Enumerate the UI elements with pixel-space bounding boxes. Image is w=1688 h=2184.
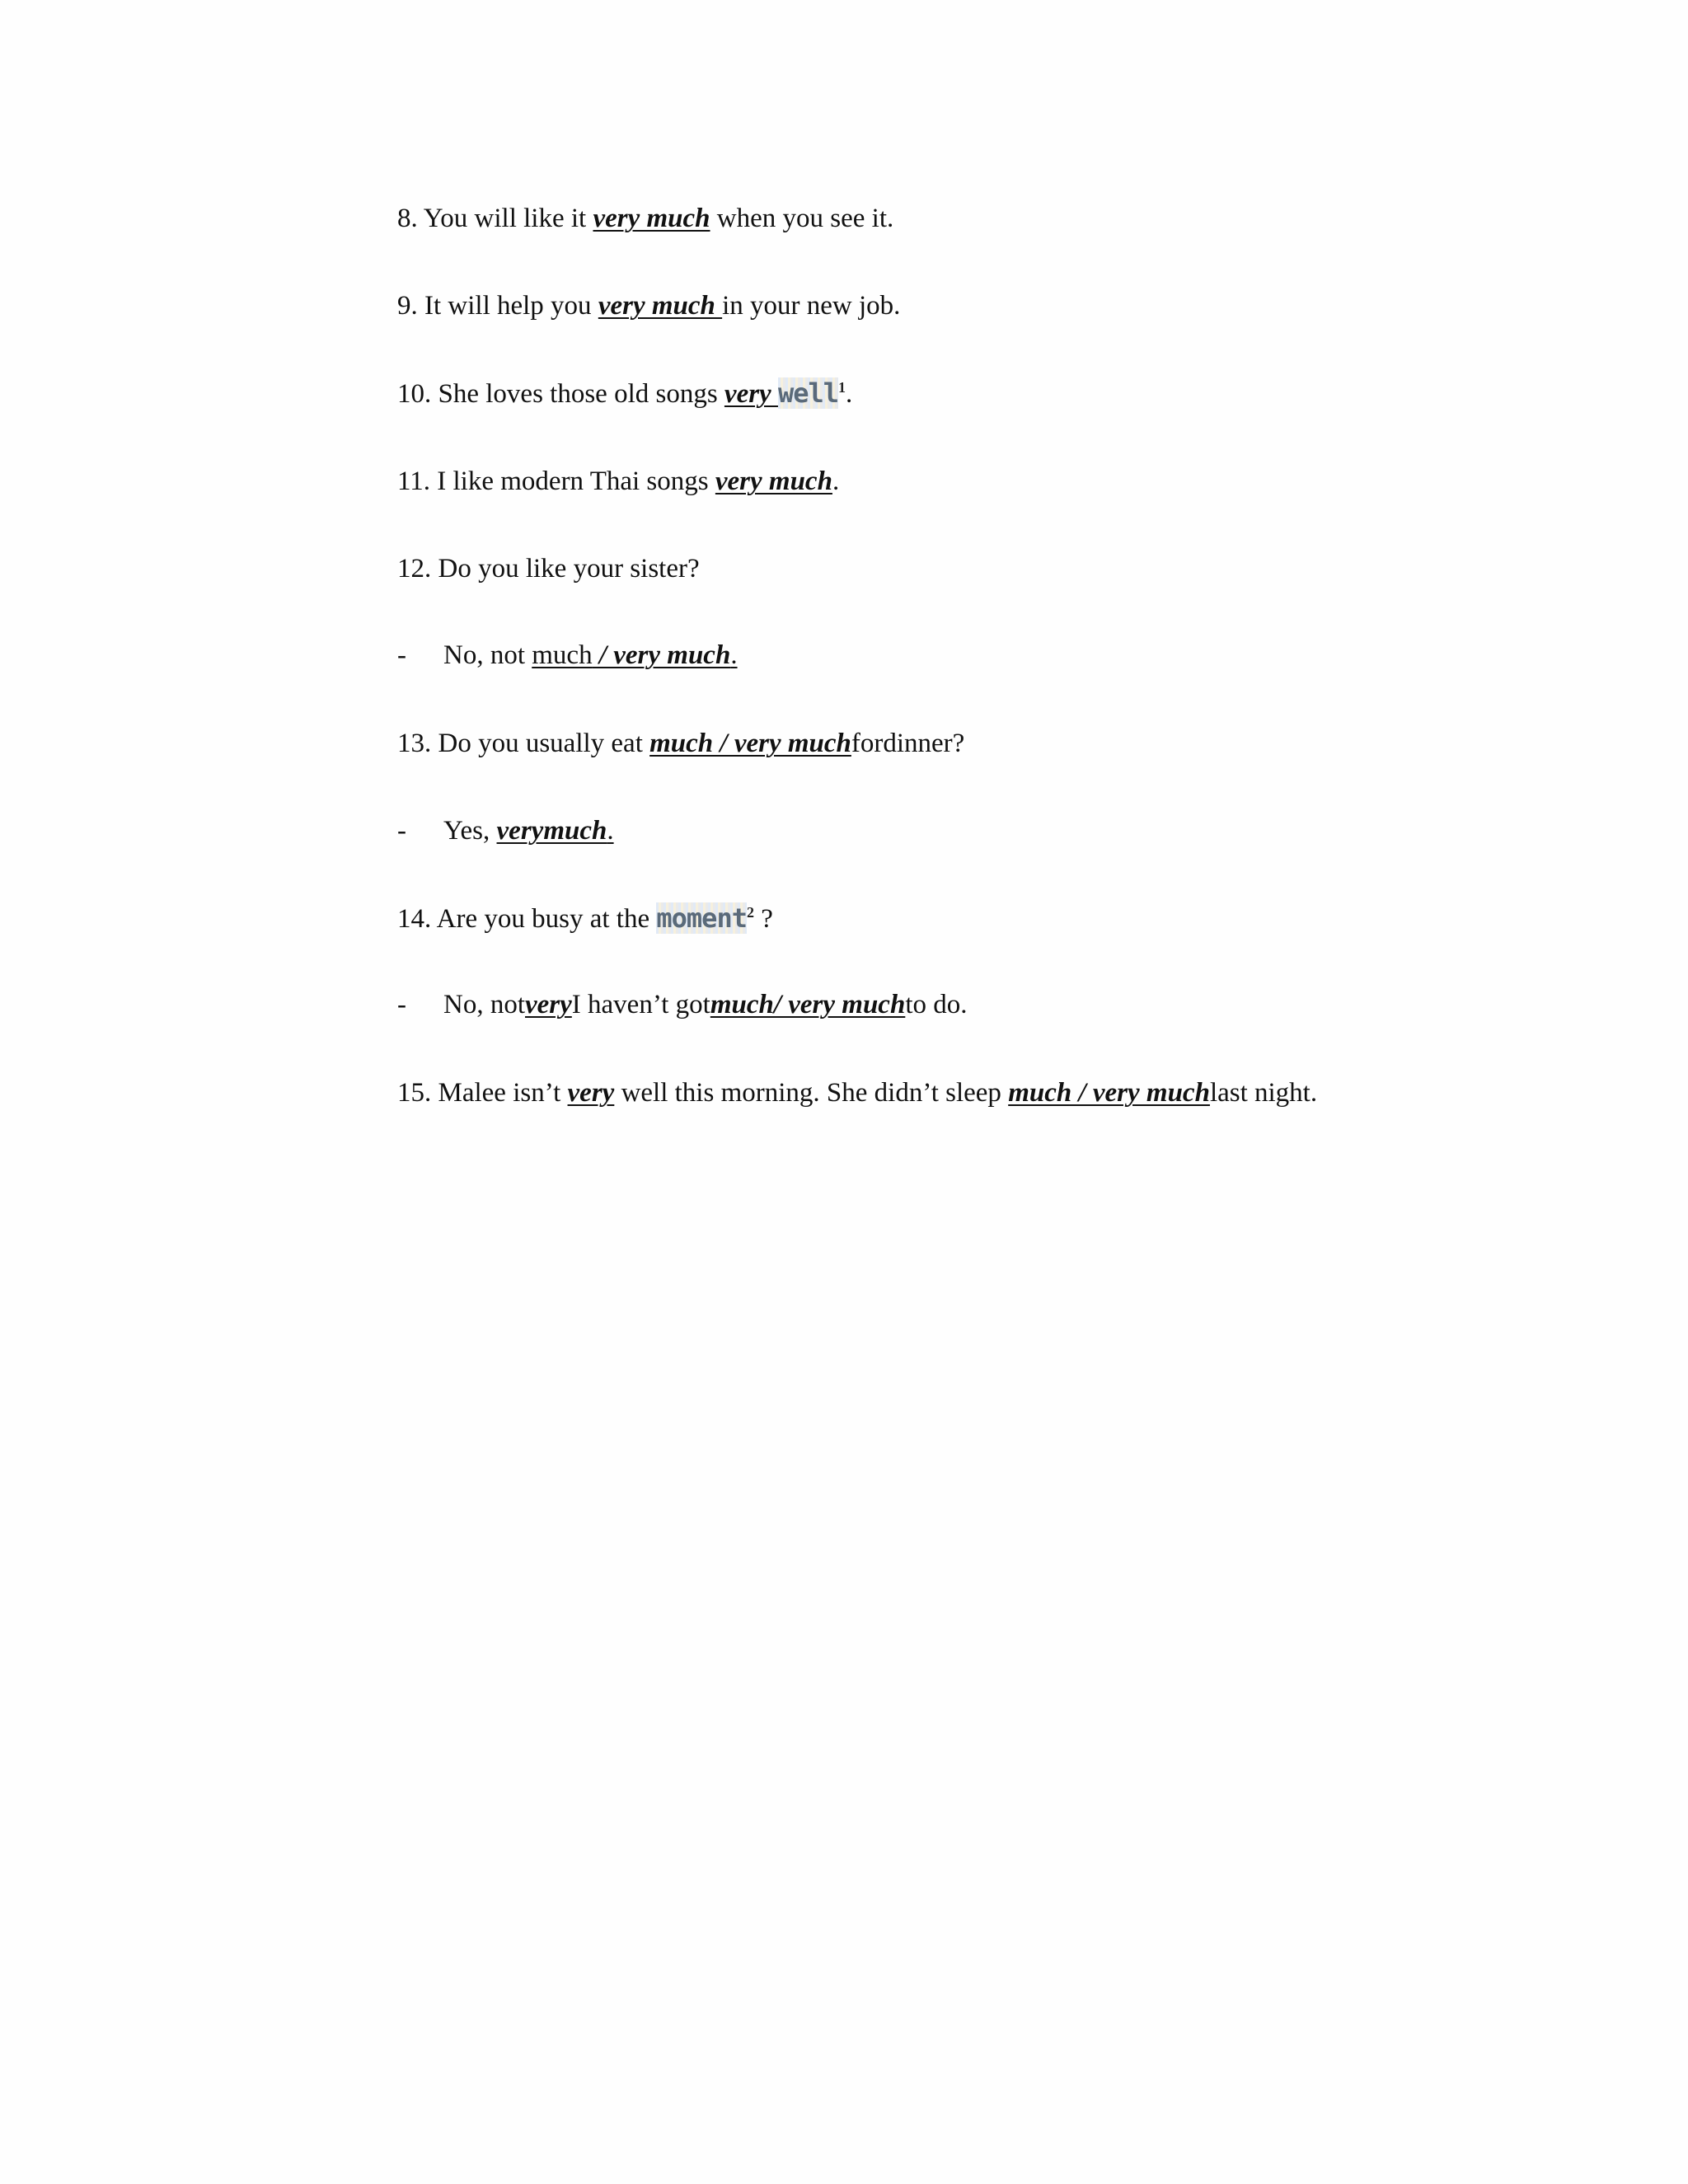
answer: very bbox=[724, 379, 778, 409]
garbled-word: moment bbox=[656, 902, 747, 934]
item-text: 15. Malee isn’t bbox=[397, 1078, 568, 1108]
exercise-item-9 bbox=[397, 289, 900, 322]
item-text: 12. Do you like your sister? bbox=[397, 554, 700, 583]
item-text: when you see it. bbox=[710, 204, 894, 233]
answer: much/ very much bbox=[710, 990, 906, 1019]
exercise-item-13-answer bbox=[397, 814, 614, 847]
exercise-item-13 bbox=[397, 727, 964, 760]
item-text: . bbox=[846, 379, 853, 409]
exercise-item-11 bbox=[397, 465, 839, 498]
item-text: 8. You will like it bbox=[397, 204, 593, 233]
answer: / very much bbox=[592, 640, 731, 670]
answer: much / very much bbox=[649, 729, 851, 758]
item-text: 13. Do you usually eat bbox=[397, 729, 650, 758]
answer: very much bbox=[593, 204, 710, 233]
exercise-item-14-answer bbox=[397, 988, 967, 1021]
item-text: 14. Are you busy at the bbox=[397, 904, 657, 934]
dash-bullet: - bbox=[397, 640, 406, 670]
item-text: No, not bbox=[443, 640, 532, 670]
answer: very much bbox=[598, 291, 723, 321]
exercise-item-12 bbox=[397, 552, 700, 585]
item-text: No, not bbox=[443, 990, 525, 1019]
dash-bullet: - bbox=[397, 816, 406, 846]
item-text: to do. bbox=[905, 990, 968, 1019]
answer: very bbox=[567, 1078, 615, 1108]
exercise-item-8 bbox=[397, 202, 893, 235]
item-text: . bbox=[832, 466, 840, 496]
item-text: I haven’t got bbox=[571, 990, 710, 1019]
answer-plain: much bbox=[532, 640, 593, 670]
footnote-marker: 2 bbox=[746, 904, 754, 921]
answer: verymuch bbox=[496, 816, 607, 846]
dash-bullet: - bbox=[397, 990, 406, 1019]
footnote-marker: 1 bbox=[838, 379, 846, 396]
exercise-item-15 bbox=[397, 1076, 1317, 1109]
answer: very much bbox=[715, 466, 832, 496]
item-text: fordinner? bbox=[851, 729, 965, 758]
item-text: ? bbox=[753, 904, 773, 934]
item-text: Yes, bbox=[443, 816, 497, 846]
item-text: last night. bbox=[1209, 1078, 1318, 1108]
item-text: . bbox=[607, 816, 614, 846]
item-text: 11. I like modern Thai songs bbox=[397, 466, 715, 496]
answer: much / very much bbox=[1008, 1078, 1210, 1108]
item-text: in your new job. bbox=[722, 291, 901, 321]
item-text: 9. It will help you bbox=[397, 291, 598, 321]
garbled-word: well bbox=[777, 377, 839, 409]
exercise-item-14 bbox=[397, 902, 773, 935]
item-text: well this morning. She didn’t sleep bbox=[614, 1078, 1009, 1108]
item-text: . bbox=[730, 640, 738, 670]
answer: very bbox=[525, 990, 572, 1019]
item-text: 10. She loves those old songs bbox=[397, 379, 724, 409]
exercise-item-12-answer bbox=[397, 639, 738, 672]
exercise-item-10 bbox=[397, 377, 852, 410]
